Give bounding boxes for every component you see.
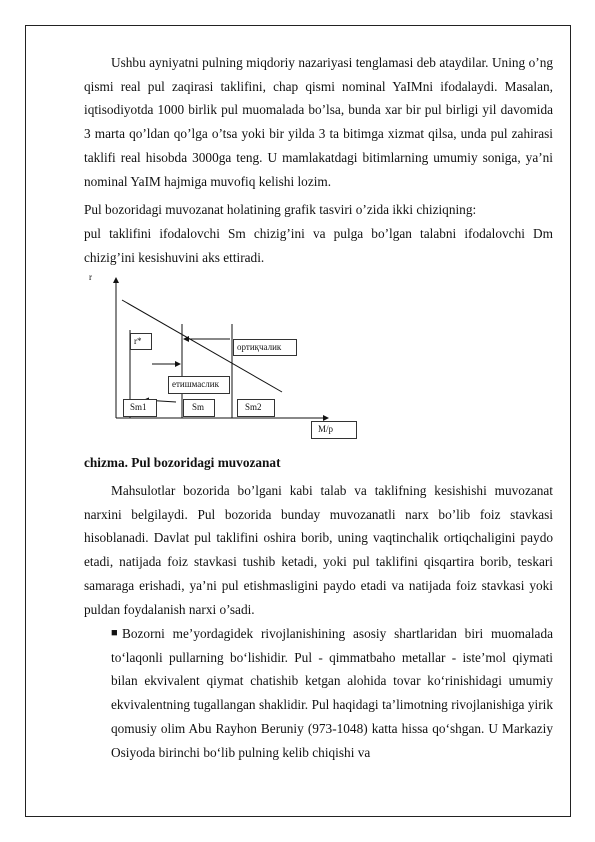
x-axis-label: M/p bbox=[311, 421, 357, 439]
bullet-paragraph: Bozorni me’yordagidek rivojlanishining asosiy shartlaridan biri muomalada to‘laqonli pullarning bo‘lishidir. Pul - qimmatbaho metallar - iste’mol qiymati bilan ekvivalent qiymat chatishib ketgan alohida tovar ko‘rinishidagi umumiy ekvivalentning tugallangan shaklidir. Pul haqidagi ta’limotning rivojlanishiga yirik qomusiy olim Abu Rayhon Beruniy (973-1048) katta hissa qo‘shgan. U Markaziy Osiyoda birinchi bo‘lib pulning kelib chiqishi va bbox=[111, 626, 553, 760]
sm2-label: Sm2 bbox=[237, 399, 275, 417]
paragraph-3: pul taklifini ifodalovchi Sm chizig’ini va pulga bo’lgan talabni ifodalovchi Dm chizig’ini kesishuvini aks ettiradi. bbox=[84, 226, 553, 265]
paragraph-2: Pul bozoridagi muvozanat holatining grafik tasviri o’zida ikki chiziqning: bbox=[84, 202, 477, 217]
r-star-label: r* bbox=[130, 333, 152, 350]
surplus-label: ортиқчалик bbox=[233, 339, 297, 356]
y-axis-label: r bbox=[89, 272, 92, 282]
paragraph-4: Mahsulotlar bozorida bo’lgani kabi talab va taklifning kesishishi muvozanat narxini belgilaydi. Pul bozorida bunday muvozanatli narx bo’lib foiz stavkasi hisoblanadi. Davlat pul taklifini oshira borib, uning vaqtinchalik ortiqchaligini paydo etadi, natijada foiz stavkasi tushib ketadi, yoki pul taklifini qisqartira borib, teskari samaraga erishadi, ya’ni pul etishmasligini paydo etadi va natijada foiz stavkasi yoki puldan foydalanish narxi o’sadi. bbox=[84, 483, 553, 617]
shortage-label: етишмаслик bbox=[168, 376, 230, 394]
sm1-label: Sm1 bbox=[123, 399, 157, 417]
sm-label: Sm bbox=[183, 399, 215, 417]
bullet-marker: ■ bbox=[111, 627, 118, 639]
figure-caption: chizma. Pul bozoridagi muvozanat bbox=[84, 455, 281, 470]
paragraph-1: Ushbu ayniyatni pulning miqdoriy nazariyasi tenglamasi deb ataydilar. Uning o’ng qismi real pul zaqirasi taklifini, chap qismi nominal YaIMni ifodalaydi. Masalan, iqtisodiyotda 1000 birlik pul muomalada bo’lsa, bunda xar bir pul birligi yil davomida 3 marta qo’ldan qo’lga o’tsa yoki bir yilda 3 ta bitimga xizmat qilsa, unda pul zahirasi taklifi real hisobda 3000ga teng. U mamlakatdagi bitimlarning umumiy soniga, ya’ni nominal YaIM hajmiga muvofiq kelishi lozim. bbox=[84, 55, 553, 189]
